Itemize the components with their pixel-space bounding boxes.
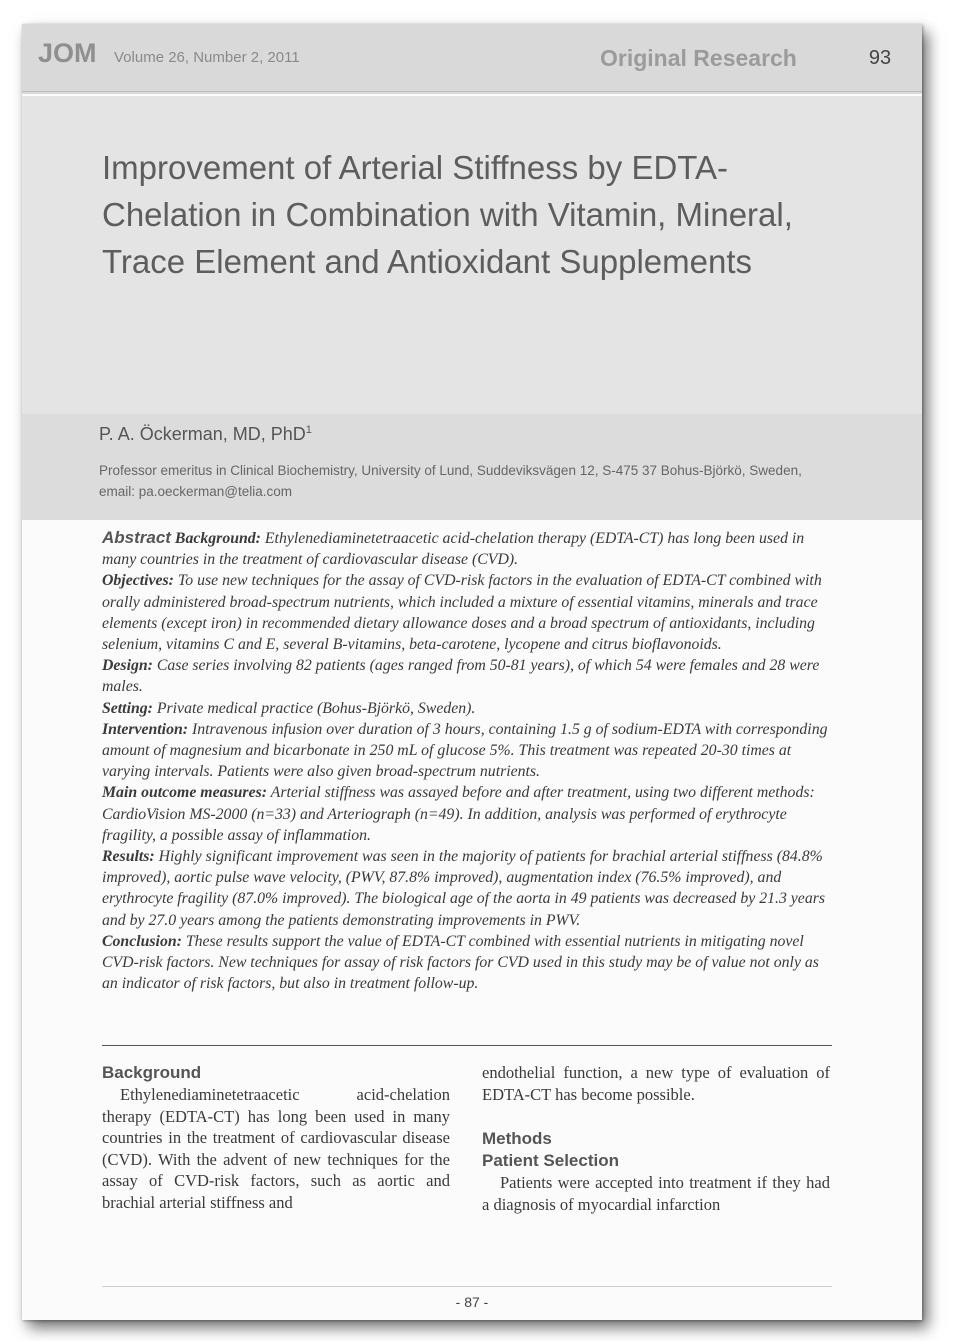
- background-paragraph: Ethylenediaminetetraacetic acid-chelation therapy (EDTA-CT) has long been used in many countries in the treatment of cardiovascular disease (CVD). With the advent of new techniques for the assay of CVD-risk factors, such as aortic and brachial arterial stiffness and: [102, 1085, 450, 1212]
- abstract-objectives: [102, 570, 832, 655]
- abstract-results-text: Highly significant improvement was seen in the majority of patients for brachial arterial stiffness (84.8% improved), aortic pulse wave velocity, (PWV, 87.8% improved), augmentation index (76.5% improved), and erythrocyte fragility (87.0% improved). The biological age of the aorta in 49 patients was decreased by 21.3 years and by 27.0 years among the patients demonstrating improvements in PWV.: [102, 848, 826, 929]
- abstract-heading: Abstract: [102, 528, 171, 547]
- author-footnote-marker: 1: [305, 424, 312, 436]
- article-section: Original Research: [600, 45, 797, 71]
- abstract-divider: [102, 1045, 832, 1046]
- patient-selection-paragraph: Patients were accepted into treatment if they had a diagnosis of myocardial infarction: [482, 1173, 830, 1214]
- abstract-setting: [102, 698, 832, 719]
- article-title: Improvement of Arterial Stiffness by EDTA-Chelation in Combination with Vitamin, Mineral, Trace Element and Antioxidant Supplements: [102, 149, 793, 280]
- background-paragraph-continued: endothelial function, a new type of evaluation of EDTA-CT has become possible.: [482, 1063, 830, 1104]
- abstract-objectives-text: To use new techniques for the assay of CVD-risk factors in the evaluation of EDTA-CT combined with orally administered broad-spectrum nutrients, which included a mixture of essential vitamins, minerals and trace elements (except iron) in recommended dietary allowance doses and a broad spectrum of antioxidants, including selenium, vitamins C and E, several B-vitamins, beta-carotene, lycopene and citrus bioflavonoids.: [102, 572, 822, 654]
- abstract-background: [102, 527, 832, 570]
- abstract-outcome-text: Arterial stiffness was assayed before and after treatment, using two different methods: CardioVision MS-2000 (n=33) and Arteriograph (n=49). In addition, analysis was performed of erythrocyte fragility, a possible assay of inflammation.: [102, 784, 815, 844]
- abstract-results-label: Results:: [102, 848, 155, 866]
- journal-header-bar: [22, 24, 922, 94]
- methods-heading: Methods: [482, 1129, 552, 1148]
- abstract-conclusion: [102, 931, 832, 995]
- header-rule: [22, 91, 922, 92]
- abstract-design-text: Case series involving 82 patients (ages ranged from 50-81 years), of which 54 were females and 28 were males.: [102, 657, 820, 696]
- body-column-right: [482, 1062, 830, 1215]
- abstract-objectives-label: Objectives:: [102, 572, 174, 590]
- abstract-setting-label: Setting:: [102, 699, 153, 717]
- abstract-conclusion-text: These results support the value of EDTA-CT combined with essential nutrients in mitigating novel CVD-risk factors. New techniques for assay of risk factors for CVD used in this study may be of value not only as an indicator of risk factors, but also in treatment follow-up.: [102, 932, 819, 993]
- abstract-intervention-label: Intervention:: [102, 720, 189, 738]
- journal-volume: Volume 26, Number 2, 2011: [114, 49, 300, 66]
- abstract-background-label: Background:: [174, 530, 261, 547]
- footer-rule: [102, 1286, 832, 1287]
- background-heading: Background: [102, 1063, 202, 1082]
- abstract-design: [102, 655, 832, 697]
- abstract-setting-text: Private medical practice (Bohus-Björkö, Sweden).: [156, 699, 476, 717]
- body-column-left: [102, 1062, 450, 1213]
- patient-selection-heading: Patient Selection: [482, 1151, 619, 1170]
- abstract-intervention: [102, 719, 832, 783]
- abstract: [102, 527, 832, 994]
- abstract-background-text: Ethylenediaminetetraacetic acid-chelation therapy (EDTA-CT) has long been used in many countries in the treatment of cardiovascular disease (CVD).: [102, 530, 805, 569]
- abstract-outcome: [102, 782, 832, 846]
- author-affiliation: Professor emeritus in Clinical Biochemistry, University of Lund, Suddeviksvägen 12, S-475 37 Bohus-Björkö, Sweden, email: pa.oeckerman@telia.com: [99, 463, 802, 499]
- abstract-design-label: Design:: [102, 657, 153, 675]
- author-line: [99, 424, 312, 445]
- journal-name: JOM: [38, 38, 97, 68]
- journal-page-number: 93: [868, 47, 892, 69]
- abstract-intervention-text: Intravenous infusion over duration of 3 hours, containing 1.5 g of sodium-EDTA with corresponding amount of magnesium and bicarbonate in 250 mL of glucose 5%. This treatment was repeated 20-30 times at varying intervals. Patients were also given broad-spectrum nutrients.: [102, 720, 828, 781]
- abstract-conclusion-label: Conclusion:: [102, 932, 182, 950]
- footer-page-number: - 87 -: [455, 1294, 489, 1310]
- journal-page: [22, 24, 922, 1320]
- abstract-results: [102, 846, 832, 931]
- author-name: P. A. Öckerman, MD, PhD: [99, 424, 306, 444]
- abstract-outcome-label: Main outcome measures:: [102, 784, 267, 802]
